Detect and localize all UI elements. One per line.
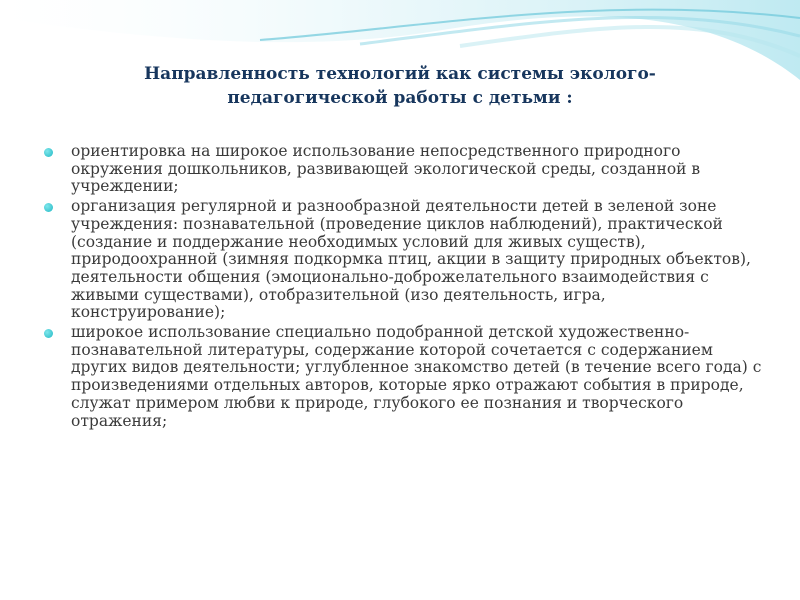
slide-title bbox=[100, 62, 700, 110]
bullet-dot-icon bbox=[44, 148, 53, 157]
list-item-text: организация регулярной и разнообразной деятельности детей в зеленой зоне учреждения: познавательной (проведение циклов наблюдений), практической (создание и поддержание необходимых условий для живых существ), природоохранной (зимняя подкормка птиц, акции в защиту природных объектов), деятельности общения (эмоционально-доброжелательного взаимодействия с живыми существами), отобразительной (изо деятельность, игра, конструирование); bbox=[71, 197, 751, 322]
bullet-dot-icon bbox=[44, 203, 53, 212]
list-item bbox=[44, 143, 764, 196]
list-item bbox=[44, 198, 764, 322]
list-item-text: широкое использование специально подобранной детской художественно-познавательной литературы, содержание которой сочетается с содержанием других видов деятельности; углубленное знакомство детей (в течение всего года) с произведениями отдельных авторов, которые ярко отражают события в природе, служат примером любви к природе, глубокого ее познания и творческого отражения; bbox=[71, 323, 762, 430]
bullet-list bbox=[44, 143, 764, 432]
title-line-1: Направленность технологий как системы эколого- bbox=[144, 64, 656, 84]
bullet-dot-icon bbox=[44, 329, 53, 338]
list-item-text: ориентировка на широкое использование непосредственного природного окружения дошкольников, развивающей экологической среды, созданной в учреждении; bbox=[71, 142, 701, 196]
list-item bbox=[44, 324, 764, 430]
title-line-2: педагогической работы с детьми : bbox=[227, 88, 573, 108]
